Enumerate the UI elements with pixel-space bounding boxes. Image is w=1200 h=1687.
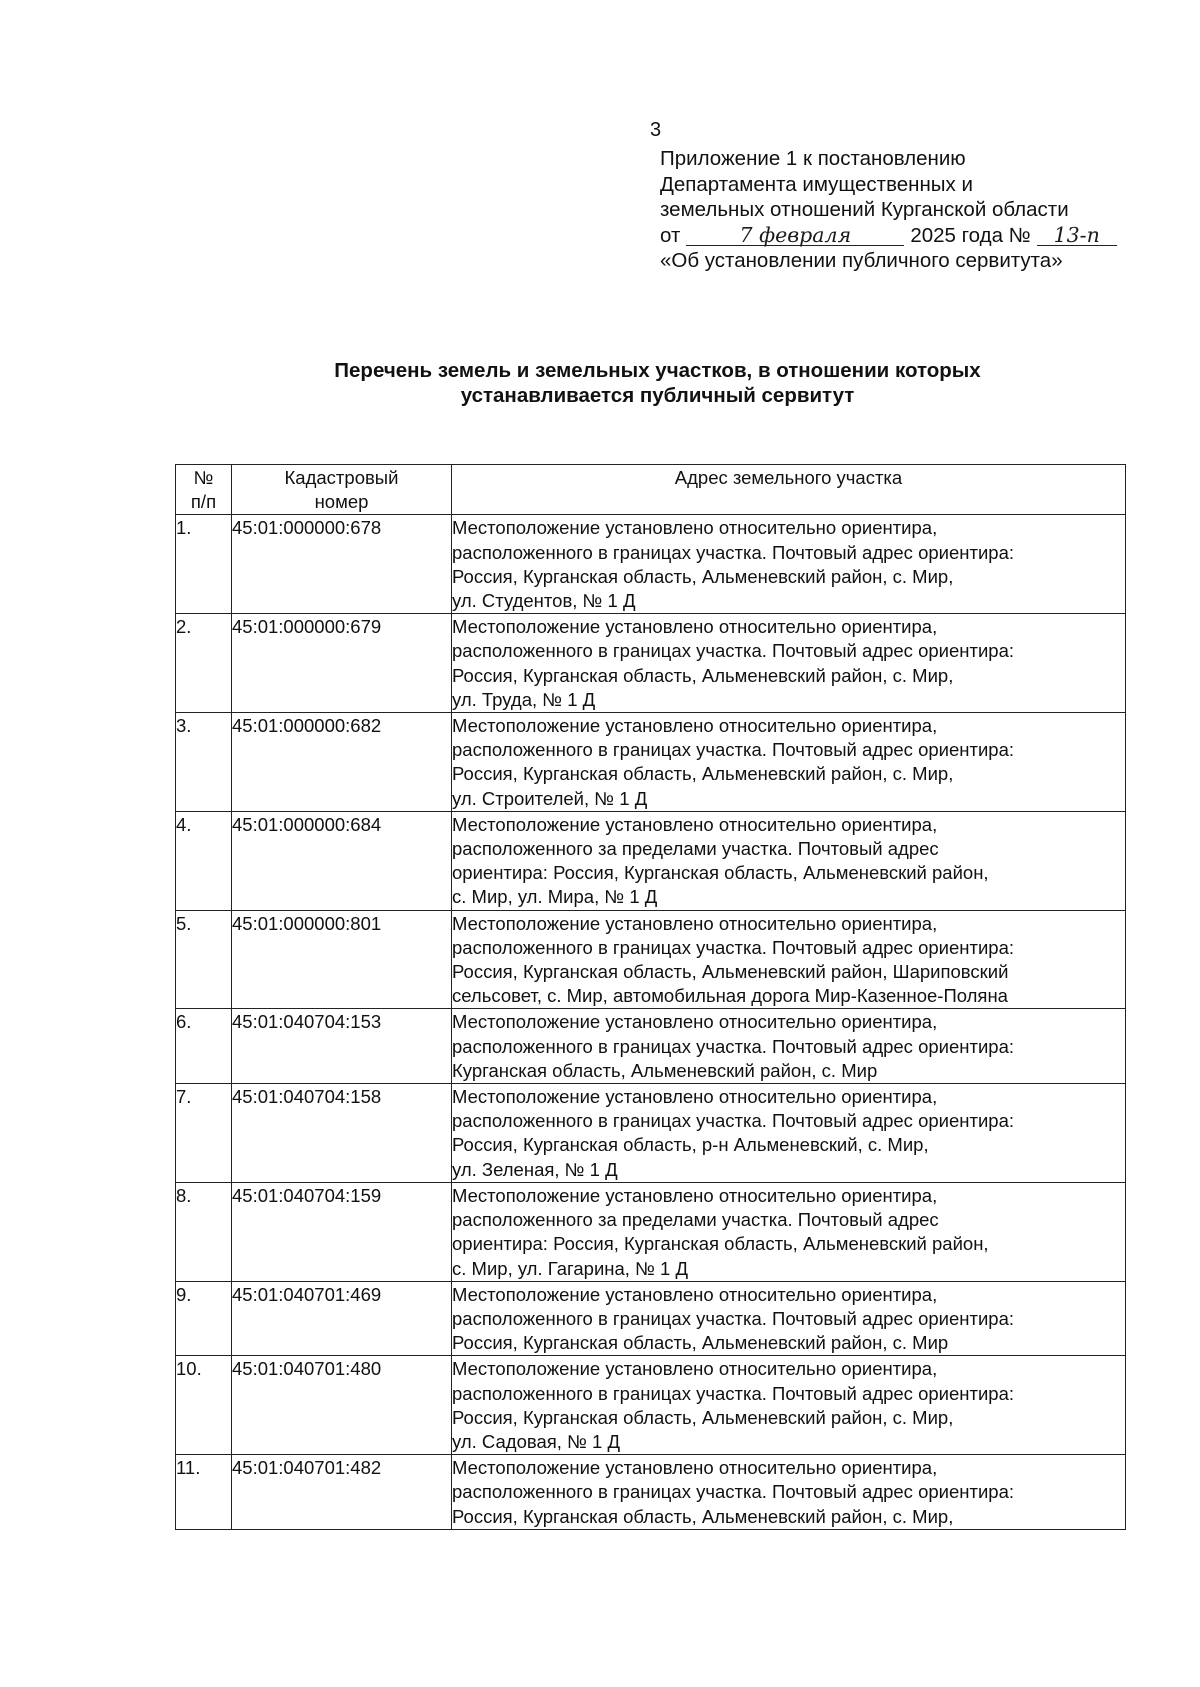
- header-line-1: Приложение 1 к постановлению: [660, 147, 966, 170]
- col-header-cadastral-line2: номер: [314, 491, 369, 513]
- row-number: 10.: [176, 1356, 232, 1455]
- address-cell: [452, 811, 1126, 910]
- address-line: ул. Студентов, № 1 Д: [452, 590, 636, 612]
- address-line: ул. Садовая, № 1 Д: [452, 1430, 621, 1452]
- col-header-address: Адрес земельного участка: [452, 465, 1126, 515]
- row-number: 7.: [176, 1084, 232, 1183]
- address-line: Местоположение установлено относительно ориентира,: [452, 1086, 938, 1108]
- address-cell: [452, 1182, 1126, 1281]
- address-line: Россия, Курганская область, Альменевский район, с. Мир,: [452, 1406, 954, 1428]
- cadastral-number: 45:01:040701:480: [232, 1356, 452, 1455]
- cadastral-number: 45:01:000000:678: [232, 515, 452, 614]
- address-line: ориентира: Россия, Курганская область, Альменевский район,: [452, 862, 989, 884]
- address-line: Местоположение установлено относительно ориентира,: [452, 616, 938, 638]
- address-line: расположенного в границах участка. Почтовый адрес ориентира:: [452, 1035, 1015, 1057]
- address-line: Россия, Курганская область, Альменевский район, с. Мир,: [452, 664, 954, 686]
- address-line: расположенного за пределами участка. Почтовый адрес: [452, 838, 939, 860]
- cadastral-number: 45:01:000000:801: [232, 910, 452, 1009]
- row-number: 6.: [176, 1009, 232, 1084]
- header-line-2: Департамента имущественных и: [660, 172, 973, 196]
- cadastral-number: 45:01:000000:684: [232, 811, 452, 910]
- address-line: Местоположение установлено относительно ориентира,: [452, 813, 938, 835]
- page-number: 3: [650, 119, 662, 141]
- table-row: [176, 1182, 1126, 1281]
- col-header-number: [176, 465, 232, 515]
- address-line: Россия, Курганская область, Альменевский район, с. Мир,: [452, 1505, 954, 1527]
- table-row: [176, 1455, 1126, 1530]
- address-cell: [452, 1009, 1126, 1084]
- address-line: расположенного в границах участка. Почтовый адрес ориентира:: [452, 640, 1015, 662]
- address-cell: [452, 515, 1126, 614]
- address-line: Местоположение установлено относительно ориентира,: [452, 715, 938, 737]
- year-text: 2025 года №: [910, 223, 1031, 247]
- cadastral-number: 45:01:000000:682: [232, 713, 452, 812]
- table-row: [176, 515, 1126, 614]
- table-row: [176, 811, 1126, 910]
- address-line: расположенного в границах участка. Почтовый адрес ориентира:: [452, 1110, 1015, 1132]
- address-line: Местоположение установлено относительно ориентира,: [452, 1184, 938, 1206]
- table-row: [176, 614, 1126, 713]
- address-line: сельсовет, с. Мир, автомобильная дорога Мир-Казенное-Поляна: [452, 985, 1008, 1007]
- address-line: Местоположение установлено относительно ориентира,: [452, 1011, 938, 1033]
- address-line: Местоположение установлено относительно ориентира,: [452, 1283, 938, 1305]
- col-header-cadastral-line1: Кадастровый: [284, 467, 399, 488]
- address-cell: [452, 1084, 1126, 1183]
- row-number: 4.: [176, 811, 232, 910]
- title-line-1: Перечень земель и земельных участков, в отношении которых: [334, 359, 981, 382]
- row-number: 3.: [176, 713, 232, 812]
- address-line: Курганская область, Альменевский район, с. Мир: [452, 1059, 878, 1081]
- address-cell: [452, 910, 1126, 1009]
- cadastral-number: 45:01:040704:153: [232, 1009, 452, 1084]
- address-line: Россия, Курганская область, Альменевский район, Шариповский: [452, 961, 1009, 983]
- cadastral-number: 45:01:040704:158: [232, 1084, 452, 1183]
- address-line: Россия, Курганская область, Альменевский район, с. Мир,: [452, 763, 954, 785]
- address-line: ул. Зеленая, № 1 Д: [452, 1158, 618, 1180]
- address-cell: [452, 1356, 1126, 1455]
- title-line-2: устанавливается публичный сервитут: [460, 384, 855, 407]
- table-row: [176, 713, 1126, 812]
- cadastral-number: 45:01:000000:679: [232, 614, 452, 713]
- date-prefix: от: [660, 223, 681, 247]
- col-header-number-line1: №: [193, 467, 214, 488]
- address-line: Россия, Курганская область, р-н Альменевский, с. Мир,: [452, 1134, 929, 1156]
- address-line: Местоположение установлено относительно ориентира,: [452, 912, 938, 934]
- address-line: Местоположение установлено относительно ориентира,: [452, 517, 938, 539]
- address-line: Местоположение установлено относительно ориентира,: [452, 1358, 938, 1380]
- header-line-3: земельных отношений Курганской области: [660, 198, 1069, 221]
- address-line: ул. Труда, № 1 Д: [452, 688, 596, 710]
- appendix-header: [660, 146, 1180, 274]
- handwritten-date: 7 февраля: [686, 225, 904, 246]
- address-cell: [452, 1281, 1126, 1356]
- row-number: 11.: [176, 1455, 232, 1530]
- address-line: расположенного в границах участка. Почтовый адрес ориентира:: [452, 1307, 1015, 1329]
- header-line-5: «Об установлении публичного сервитута»: [660, 249, 1063, 272]
- address-line: Местоположение установлено относительно ориентира,: [452, 1457, 938, 1479]
- cadastral-number: 45:01:040704:159: [232, 1182, 452, 1281]
- address-cell: [452, 713, 1126, 812]
- row-number: 5.: [176, 910, 232, 1009]
- document-title: [200, 358, 1115, 408]
- cadastral-number: 45:01:040701:482: [232, 1455, 452, 1530]
- row-number: 1.: [176, 515, 232, 614]
- row-number: 9.: [176, 1281, 232, 1356]
- col-header-number-line2: п/п: [190, 491, 217, 513]
- address-line: Россия, Курганская область, Альменевский район, с. Мир,: [452, 565, 954, 587]
- address-line: с. Мир, ул. Гагарина, № 1 Д: [452, 1257, 689, 1279]
- row-number: 8.: [176, 1182, 232, 1281]
- address-cell: [452, 1455, 1126, 1530]
- handwritten-number: 13-п: [1037, 225, 1117, 246]
- cadastral-number: 45:01:040701:469: [232, 1281, 452, 1356]
- table-row: [176, 1009, 1126, 1084]
- table-row: [176, 1356, 1126, 1455]
- table-row: [176, 1084, 1126, 1183]
- header-date-line: [660, 223, 1180, 249]
- row-number: 2.: [176, 614, 232, 713]
- address-line: расположенного в границах участка. Почтовый адрес ориентира:: [452, 936, 1015, 958]
- address-line: расположенного в границах участка. Почтовый адрес ориентира:: [452, 1382, 1015, 1404]
- land-plots-table: [175, 464, 1126, 1530]
- table-body: [176, 515, 1126, 1529]
- address-line: расположенного в границах участка. Почтовый адрес ориентира:: [452, 739, 1015, 761]
- table-header-row: [176, 465, 1126, 515]
- address-line: расположенного в границах участка. Почтовый адрес ориентира:: [452, 1481, 1015, 1503]
- address-line: ориентира: Россия, Курганская область, Альменевский район,: [452, 1233, 989, 1255]
- address-line: расположенного за пределами участка. Почтовый адрес: [452, 1209, 939, 1231]
- address-line: ул. Строителей, № 1 Д: [452, 787, 648, 809]
- address-cell: [452, 614, 1126, 713]
- table-row: [176, 910, 1126, 1009]
- address-line: расположенного в границах участка. Почтовый адрес ориентира:: [452, 541, 1015, 563]
- col-header-cadastral: [232, 465, 452, 515]
- table-row: [176, 1281, 1126, 1356]
- address-line: Россия, Курганская область, Альменевский район, с. Мир: [452, 1332, 949, 1354]
- address-line: с. Мир, ул. Мира, № 1 Д: [452, 886, 658, 908]
